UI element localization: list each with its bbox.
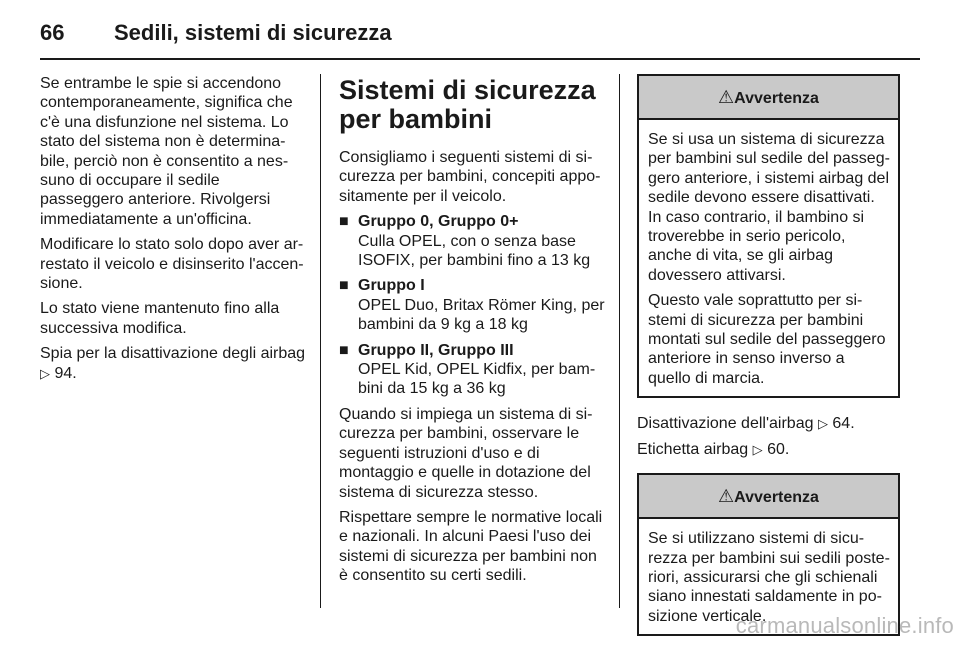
column-divider-2 <box>619 74 620 608</box>
warning-title: Avvertenza <box>734 90 819 107</box>
paragraph: Quando si impiega un sistema di sicurezza per bambini, osservare le seguenti istruzioni d'uso e di montaggio e quelle in dotazione del sistema di sicurezza stesso. <box>339 405 593 501</box>
list-item <box>339 276 605 334</box>
page-number: 66 <box>40 20 65 45</box>
group-text: OPEL Duo, Britax Römer King, per bambini da 9 kg a 18 kg <box>358 296 605 334</box>
column-left <box>40 74 306 389</box>
list-item <box>339 212 605 270</box>
header-divider <box>40 58 920 60</box>
warning-header <box>639 475 898 519</box>
warning-text: Questo vale soprattutto per sistemi di sicurezza per bambini montati sul sedile del passeggero anteriore in senso inverso a quello di marcia. <box>648 292 886 387</box>
page-header <box>40 0 920 60</box>
group-text: OPEL Kid, OPEL Kidfix, per bambini da 15 kg a 36 kg <box>358 361 596 398</box>
paragraph: Se entrambe le spie si accendono contemporaneamente, significa che c'è una disfunzione nel sistema. Lo stato del sistema non è determinabile, perciò non è consentito a nessuno di occupare il sedile passeggero anteriore. Rivolgersi immediatamente a un'officina. <box>40 75 293 228</box>
warning-header <box>639 76 898 120</box>
section-title: Sistemi di sicurezza per bambini <box>339 75 596 134</box>
page-reference-arrow-icon: ▷ <box>40 365 50 381</box>
cross-reference <box>637 440 900 459</box>
column-middle <box>339 74 605 592</box>
bullet-square-icon: ■ <box>339 277 349 295</box>
group-heading: Gruppo I <box>358 277 425 295</box>
warning-triangle-icon: ⚠ <box>718 486 735 507</box>
warning-text: Se si usa un sistema di sicurezza per bambini sul sedile del passeggero anteriore, i sistemi airbag del sedile devono essere disattivati. In caso contrario, il bambino si troverebbe in serio pericolo, anche di vita, se gli airbag dovessero attivarsi. <box>648 131 890 284</box>
cross-reference <box>40 344 306 383</box>
group-heading: Gruppo II, Gruppo III <box>358 341 514 359</box>
reference-page[interactable]: 60. <box>767 440 790 458</box>
intro-paragraph: Consigliamo i seguenti sistemi di sicurezza per bambini, concepiti appositamente per il veicolo. <box>339 149 601 205</box>
page-title: Sedili, sistemi di sicurezza <box>114 20 392 45</box>
page-reference-arrow-icon: ▷ <box>817 416 828 432</box>
watermark: carmanualsonline.info <box>735 613 954 638</box>
reference-text: Disattivazione dell'airbag <box>637 415 814 433</box>
bullet-square-icon: ■ <box>339 341 349 359</box>
warning-title: Avvertenza <box>734 489 819 507</box>
column-divider-1 <box>320 74 321 608</box>
reference-page[interactable]: 94. <box>54 364 77 382</box>
warning-body <box>639 120 898 396</box>
warning-triangle-icon: ⚠ <box>718 87 735 107</box>
group-heading: Gruppo 0, Gruppo 0+ <box>358 213 519 231</box>
reference-text: Spia per la disattivazione degli airbag <box>40 345 306 363</box>
reference-text: Etichetta airbag <box>637 440 749 458</box>
paragraph: Rispettare sempre le normative locali e nazionali. In alcuni Paesi l'uso dei sistemi di sicurezza per bambini non è consentito su certi sedili. <box>339 508 603 585</box>
paragraph: Modificare lo stato solo dopo aver arrestato il veicolo e disinserito l'accensione. <box>40 236 304 293</box>
cross-reference <box>637 414 900 433</box>
bullet-square-icon: ■ <box>339 213 349 231</box>
paragraph: Lo stato viene mantenuto fino alla successiva modifica. <box>40 300 280 337</box>
page-reference-arrow-icon: ▷ <box>752 441 763 457</box>
reference-page[interactable]: 64. <box>832 415 855 433</box>
group-text: Culla OPEL, con o senza base ISOFIX, per bambini fino a 13 kg <box>358 232 591 270</box>
warning-box <box>637 74 900 398</box>
warning-box <box>637 473 900 636</box>
list-item <box>339 341 605 399</box>
column-right <box>637 74 900 652</box>
warning-text: Se si utilizzano sistemi di sicurezza per bambini sui sedili posteriori, assicurarsi che gli schienali siano innestati saldamente in posizione verticale. <box>648 530 890 625</box>
